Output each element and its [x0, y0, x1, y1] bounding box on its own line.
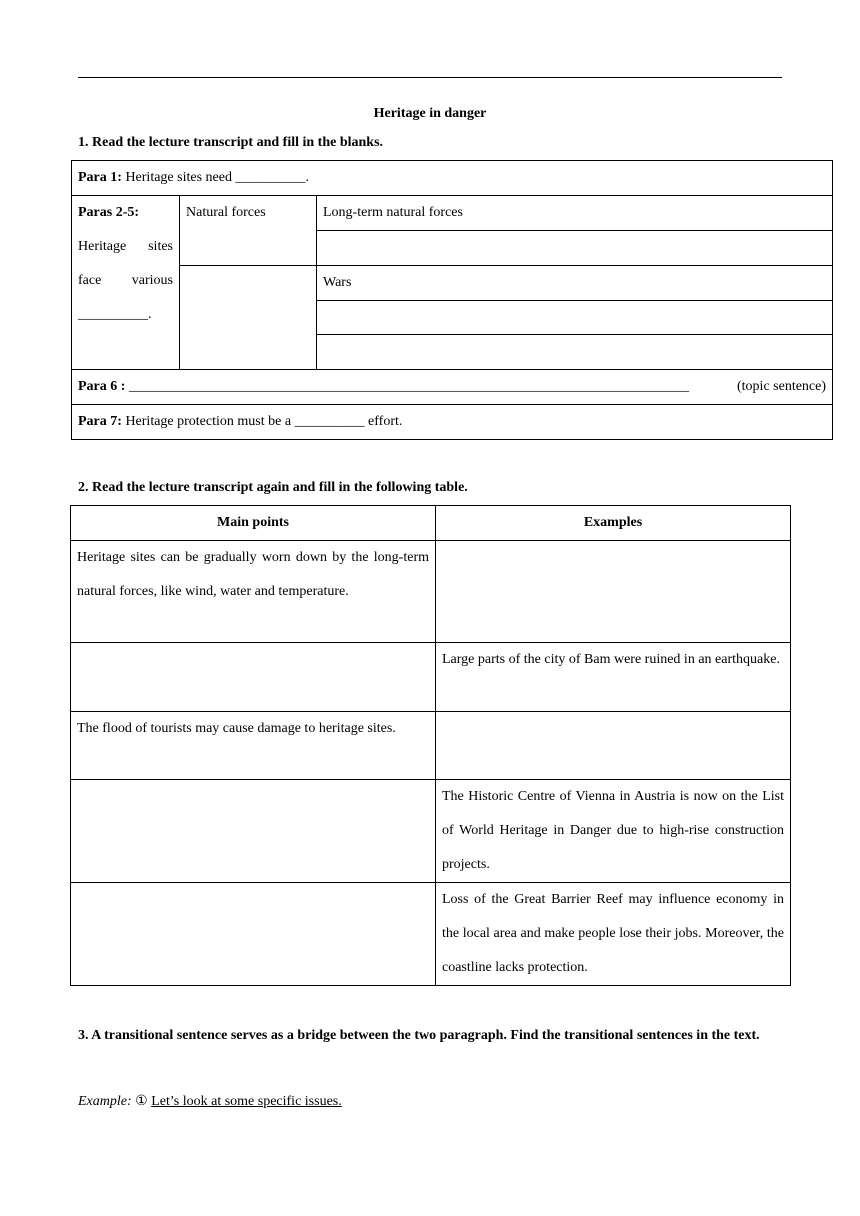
blank-category-cell[interactable] — [180, 266, 317, 370]
para7-label: Para 7: — [78, 414, 122, 429]
natural-forces-cell: Natural forces — [180, 196, 317, 266]
header-main-points: Main points — [71, 506, 436, 541]
para7-text: Heritage protection must be a __________ effort. — [121, 414, 403, 429]
example-cell: Large parts of the city of Bam were ruined in an earthquake. — [436, 643, 791, 712]
main-point-cell[interactable] — [71, 883, 436, 986]
para1-cell — [72, 161, 833, 196]
question-2-heading: 2. Read the lecture transcript again and fill in the following table. — [78, 480, 468, 495]
para7-cell — [72, 405, 833, 440]
wars-cell: Wars — [317, 266, 833, 301]
main-point-cell: The flood of tourists may cause damage to heritage sites. — [71, 712, 436, 780]
header-examples: Examples — [436, 506, 791, 541]
paras25-text: Heritage sites face various __________. — [78, 239, 173, 322]
blank-cell[interactable] — [317, 301, 833, 335]
para6-suffix: (topic sentence) — [737, 379, 827, 394]
blank-cell[interactable] — [317, 335, 833, 370]
header-rule — [78, 77, 782, 78]
paragraph-outline-table — [71, 160, 833, 440]
example-cell[interactable] — [436, 712, 791, 780]
example-sentence: Let’s look at some specific issues. — [151, 1094, 342, 1109]
paras25-label: Paras 2-5: — [78, 205, 140, 220]
blank-cell[interactable] — [317, 231, 833, 266]
para6-cell — [72, 370, 833, 405]
main-point-cell[interactable] — [71, 643, 436, 712]
page-title: Heritage in danger — [373, 106, 487, 121]
example-cell: The Historic Centre of Vienna in Austria is now on the List of World Heritage in Danger due to high-rise construction projects. — [436, 780, 791, 883]
main-points-table — [70, 505, 791, 986]
example-line — [78, 1091, 342, 1113]
example-cell: Loss of the Great Barrier Reef may influence economy in the local area and make people lose their jobs. Moreover, the coastline lacks protection. — [436, 883, 791, 986]
para6-blank: ________________________________________________________________________________ — [125, 379, 689, 394]
long-term-forces-cell: Long-term natural forces — [317, 196, 833, 231]
example-cell[interactable] — [436, 541, 791, 643]
question-1-heading: 1. Read the lecture transcript and fill in the blanks. — [78, 135, 384, 150]
para6-label: Para 6 : — [78, 379, 126, 394]
example-label: Example: — [78, 1094, 132, 1109]
para1-text: Heritage sites need __________. — [121, 170, 309, 185]
main-point-cell[interactable] — [71, 780, 436, 883]
question-3-heading: 3. A transitional sentence serves as a bridge between the two paragraph. Find the transitional sentences in the text. — [78, 1028, 760, 1043]
example-marker: ① — [131, 1094, 152, 1109]
paras25-cell — [72, 196, 180, 370]
main-point-cell: Heritage sites can be gradually worn down by the long-term natural forces, like wind, water and temperature. — [71, 541, 436, 643]
para1-label: Para 1: — [78, 170, 122, 185]
